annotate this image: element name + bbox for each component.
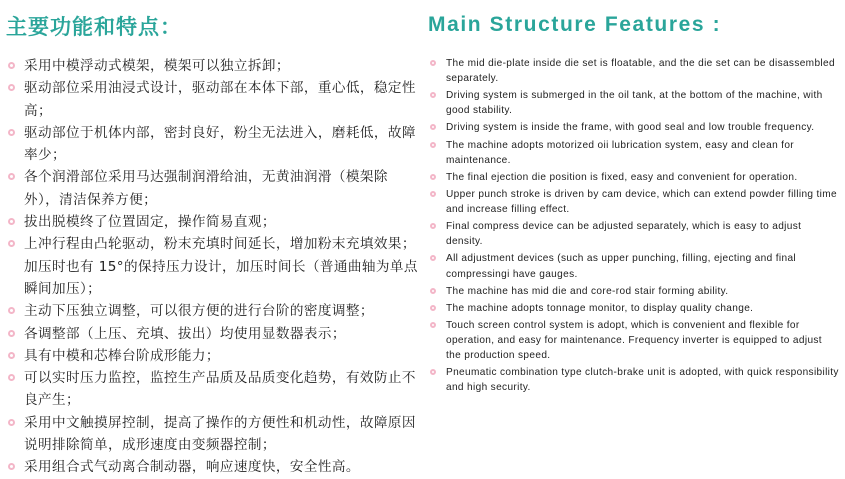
- feature-text: 采用中模浮动式模架，模架可以独立拆卸；: [24, 58, 290, 74]
- list-item: [428, 138, 840, 168]
- feature-text: Upper punch stroke is driven by cam device, which can extend powder filling time and increase filling effect.: [446, 188, 837, 216]
- bullet-ring-icon: [8, 463, 15, 470]
- bullet-ring-icon: [8, 374, 15, 381]
- bullet-ring-icon: [430, 191, 436, 197]
- list-item: [6, 412, 421, 457]
- bullet-ring-icon: [8, 84, 15, 91]
- feature-text: The machine has mid die and core-rod stair forming ability.: [446, 285, 729, 297]
- list-item: [428, 219, 840, 249]
- feature-text: The mid die-plate inside die set is floatable, and the die set can be disassembled separately.: [446, 58, 835, 85]
- list-item: [428, 120, 840, 135]
- list-item: [428, 251, 840, 281]
- bullet-ring-icon: [8, 330, 15, 337]
- chinese-feature-list: [6, 55, 421, 479]
- english-features-column: [428, 0, 840, 398]
- bullet-ring-icon: [430, 322, 436, 328]
- feature-text: 采用组合式气动离合制动器，响应速度快，安全性高。: [24, 459, 360, 476]
- feature-text: 各个润滑部位采用马达强制润滑给油，无黄油润滑（模架除外），清洁保养方便；: [24, 169, 388, 208]
- bullet-ring-icon: [8, 218, 15, 225]
- list-item: [428, 187, 840, 217]
- bullet-ring-icon: [8, 62, 15, 69]
- list-item: [428, 88, 840, 118]
- bullet-ring-icon: [430, 369, 436, 375]
- bullet-ring-icon: [8, 352, 15, 359]
- feature-text: Final compress device can be adjusted separately, which is easy to adjust density.: [446, 221, 802, 248]
- list-item: [428, 284, 840, 299]
- chinese-features-column: [6, 0, 421, 479]
- list-item: [6, 367, 421, 412]
- feature-text: 驱动部位于机体内部，密封良好，粉尘无法进入，磨耗低，故障率少；: [24, 124, 416, 164]
- list-item: [428, 318, 840, 363]
- bullet-ring-icon: [430, 305, 436, 311]
- bullet-ring-icon: [430, 255, 436, 261]
- bullet-ring-icon: [430, 223, 436, 229]
- list-item: [6, 166, 421, 211]
- feature-text: 具有中模和芯棒台阶成形能力；: [24, 347, 220, 364]
- chinese-section-title: 主要功能和特点：: [6, 16, 182, 39]
- bullet-ring-icon: [8, 419, 15, 426]
- bullet-ring-icon: [8, 173, 15, 180]
- list-item: [6, 55, 421, 77]
- bullet-ring-icon: [8, 129, 15, 136]
- feature-text: The final ejection die position is fixed, easy and convenient for operation.: [446, 171, 798, 183]
- list-item: [6, 323, 421, 345]
- feature-text: The machine adopts tonnage monitor, to display quality change.: [446, 302, 754, 314]
- feature-text: Driving system is submerged in the oil tank, at the bottom of the machine, with good stability.: [446, 90, 823, 117]
- bullet-ring-icon: [8, 307, 15, 314]
- list-item: [428, 301, 840, 316]
- bullet-ring-icon: [430, 142, 436, 148]
- list-item: [6, 233, 421, 300]
- list-item: [6, 211, 421, 233]
- feature-text: 上冲行程由凸轮驱动，粉末充填时间延长，增加粉末充填效果；加压时也有 15°的保持压力设计，加压时间长（普通曲轴为单点瞬间加压）；: [24, 236, 418, 297]
- feature-text: 驱动部位采用油浸式设计，驱动部在本体下部，重心低，稳定性高；: [24, 80, 416, 119]
- feature-text: Pneumatic combination type clutch-brake unit is adopted, with quick responsibility and high security.: [446, 367, 839, 394]
- list-item: [6, 122, 421, 167]
- feature-text: 主动下压独立调整，可以很方便的进行台阶的密度调整；: [24, 303, 374, 320]
- english-section-title: Main Structure Features :: [428, 13, 722, 36]
- bullet-ring-icon: [8, 240, 15, 247]
- bullet-ring-icon: [430, 92, 436, 98]
- bullet-ring-icon: [430, 124, 436, 130]
- list-item: [6, 300, 421, 322]
- feature-text: 采用中文触摸屏控制，提高了操作的方便性和机动性，故障原因说明排除简单，成形速度由变频器控制；: [24, 414, 416, 454]
- feature-text: Driving system is inside the frame, with good seal and low trouble frequency.: [446, 122, 815, 134]
- feature-text: 拔出脱模终了位置固定，操作简易直观；: [24, 214, 276, 231]
- bullet-ring-icon: [430, 60, 436, 66]
- list-item: [6, 456, 421, 478]
- feature-text: 可以实时压力监控，监控生产品质及品质变化趋势，有效防止不良产生；: [24, 370, 416, 409]
- list-item: [428, 365, 840, 395]
- english-feature-list: [428, 56, 840, 395]
- feature-text: Touch screen control system is adopt, which is convenient and flexible for operation, and easy for maintenance. Frequency inverter is equipped to adjust the production speed.: [446, 319, 822, 362]
- list-item: [428, 56, 840, 86]
- list-item: [6, 77, 421, 122]
- list-item: [6, 345, 421, 367]
- feature-text: The machine adopts motorized oii lubrication system, easy and clean for maintenance.: [446, 139, 795, 166]
- bullet-ring-icon: [430, 174, 436, 180]
- feature-text: All adjustment devices (such as upper punching, filling, ejecting and final compressingi have gauges.: [446, 253, 796, 280]
- bullet-ring-icon: [430, 288, 436, 294]
- list-item: [428, 170, 840, 185]
- feature-text: 各调整部（上压、充填、拔出）均使用显数器表示；: [24, 325, 346, 342]
